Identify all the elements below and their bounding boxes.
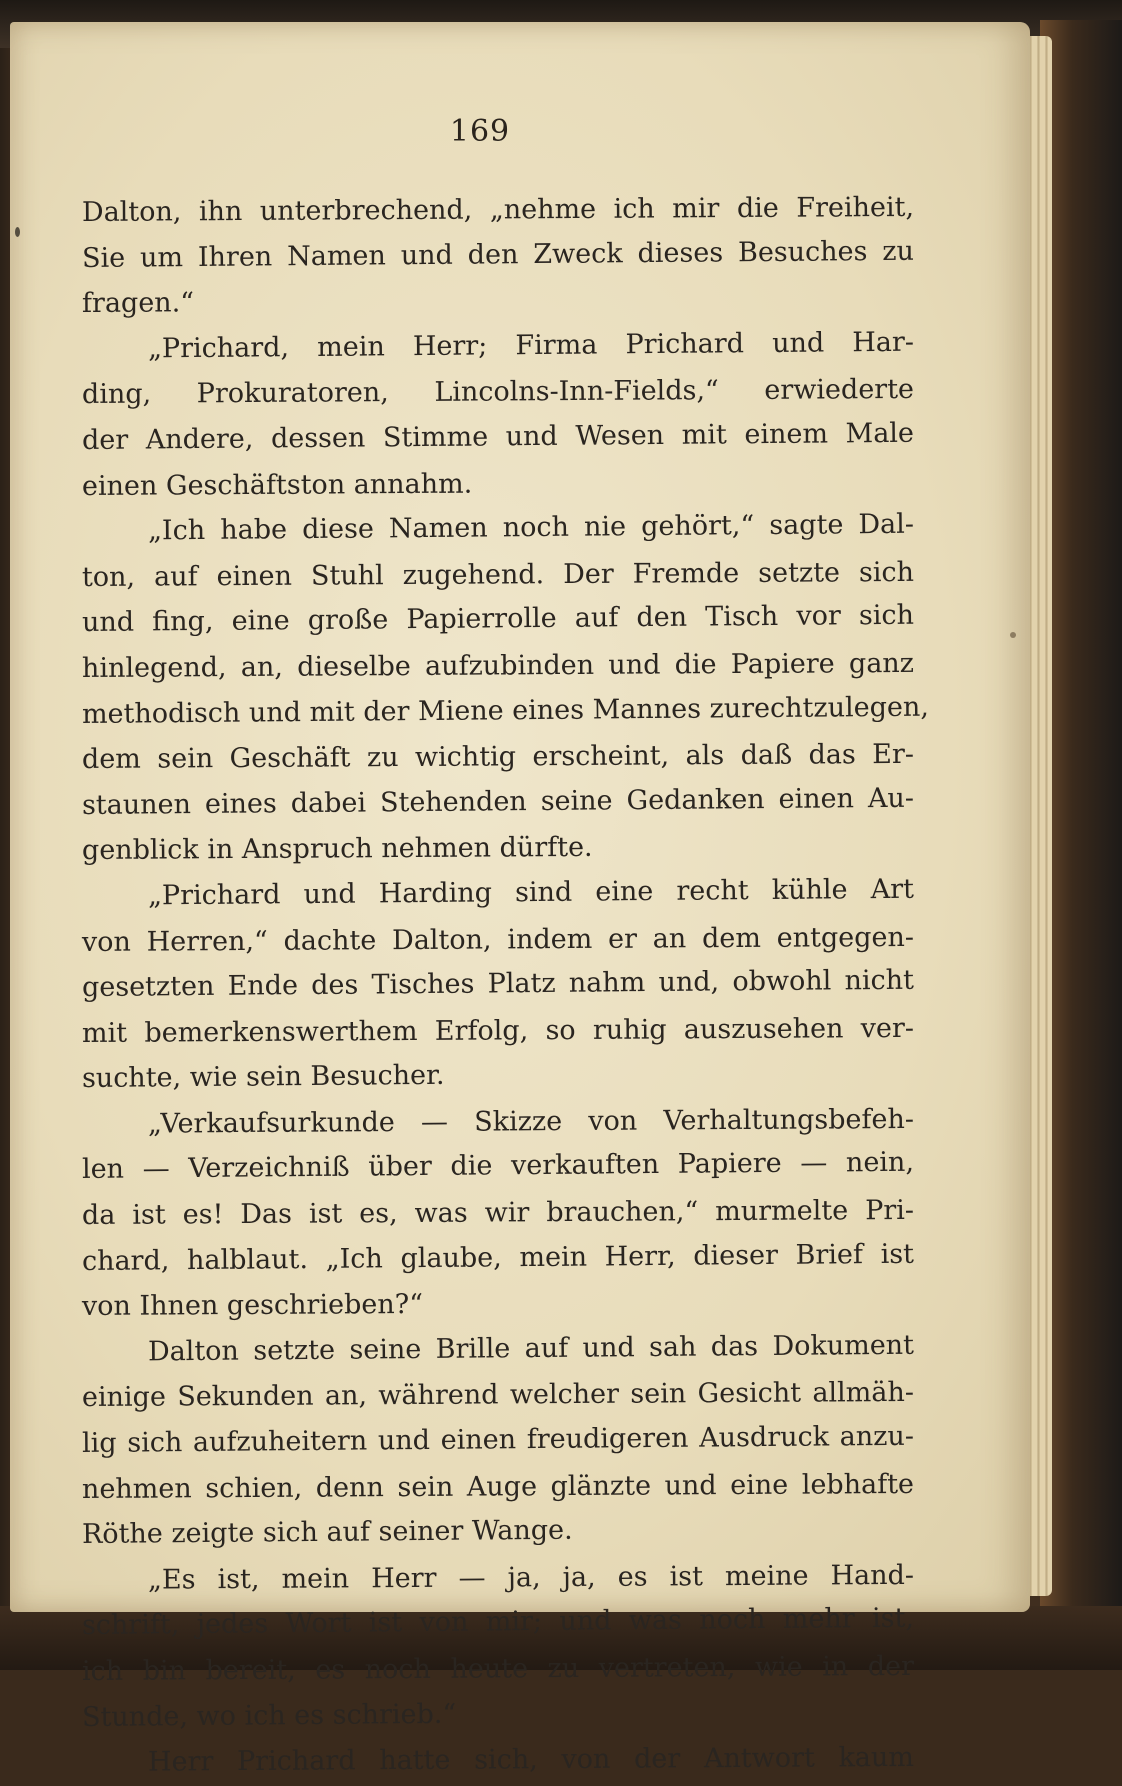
text-line: „Prichard, mein Herr; Firma Prichard und Har- — [147, 326, 915, 365]
text-line: und fing, eine große Papierrolle auf den Tisch vor sich — [81, 600, 915, 639]
text-line: der Andere, dessen Stimme und Wesen mit einem Male — [81, 417, 915, 456]
text-line: von Herren,“ dachte Dalton, indem er an dem entgegen- — [81, 921, 915, 958]
text-line: Stunde, wo ich es schrieb.“ — [81, 1698, 457, 1733]
paper-speck — [1010, 632, 1016, 638]
text-line: „Es ist, mein Herr — ja, ja, es ist meine Hand- — [147, 1559, 915, 1596]
paper-mark — [15, 227, 20, 237]
text-line: da ist es! Das ist es, was wir brauchen,“ murmelte Pri- — [81, 1194, 915, 1232]
text-line: suchte, wie sein Besucher. — [81, 1060, 445, 1095]
text-line: gesetzten Ende des Tisches Platz nahm und, obwohl nicht — [81, 964, 915, 1004]
text-line: „Ich habe diese Namen noch nie gehört,“ sagte Dal- — [147, 508, 915, 547]
text-line: fragen.“ — [81, 287, 195, 320]
text-line: chard, halblaut. „Ich glaube, mein Herr, dieser Brief ist — [81, 1238, 915, 1277]
text-line: „Verkaufsurkunde — Skizze von Verhaltungsbefeh- — [147, 1103, 915, 1140]
text-line: mit bemerkenswerthem Erfolg, so ruhig auszusehen ver- — [81, 1012, 915, 1049]
text-line: Dalton setzte seine Brille auf und sah das Dokument — [147, 1329, 915, 1368]
text-line: einen Geschäftston annahm. — [81, 468, 473, 502]
text-line: len — Verzeichniß über die verkauften Papiere — nein, — [81, 1147, 915, 1186]
text-line: „Prichard und Harding sind eine recht kühle Art — [147, 873, 915, 912]
text-line: Sie um Ihren Namen und den Zweck dieses Besuches zu — [81, 235, 915, 274]
text-line: von Ihnen geschrieben?“ — [81, 1289, 424, 1323]
text-line: dem sein Geschäft zu wichtig erscheint, als daß das Er- — [81, 739, 915, 776]
book-page — [10, 22, 1030, 1778]
text-line: ding, Prokuratoren, Lincolns-Inn-Fields,“ erwiederte — [81, 374, 915, 411]
book-cover-edge — [1040, 20, 1122, 1620]
text-line: nehmen schien, denn sein Auge glänzte und eine lebhafte — [81, 1468, 915, 1505]
text-line: schrift, jedes Wort ist von mir; und was noch mehr ist, — [81, 1603, 915, 1642]
text-line: ton, auf einen Stuhl zugehend. Der Fremde setzte sich — [81, 556, 915, 593]
body-text — [81, 190, 930, 1786]
text-line: ich bin bereit, es noch heute zu vertreten, wie in der — [81, 1650, 915, 1687]
text-line: hinlegend, an, dieselbe aufzubinden und die Papiere ganz — [81, 647, 915, 684]
text-line: staunen eines dabei Stehenden seine Gedanken einen Au- — [81, 782, 915, 821]
page-number: 169 — [449, 114, 511, 149]
text-line: lig sich aufzuheitern und einen freudigeren Ausdruck anzu- — [81, 1420, 915, 1460]
text-line: genblick in Anspruch nehmen dürfte. — [81, 832, 593, 867]
text-line: Röthe zeigte sich auf seiner Wange. — [81, 1514, 573, 1551]
text-line: methodisch und mit der Miene eines Mannes zurechtzulegen, — [81, 691, 930, 730]
text-line: Dalton, ihn unterbrechend, „nehme ich mir die Freiheit, — [81, 191, 915, 228]
text-line: einige Sekunden an, während welcher sein Gesicht allmäh- — [81, 1377, 915, 1414]
text-line: Herr Prichard hatte sich, von der Antwort kaum — [147, 1742, 915, 1778]
